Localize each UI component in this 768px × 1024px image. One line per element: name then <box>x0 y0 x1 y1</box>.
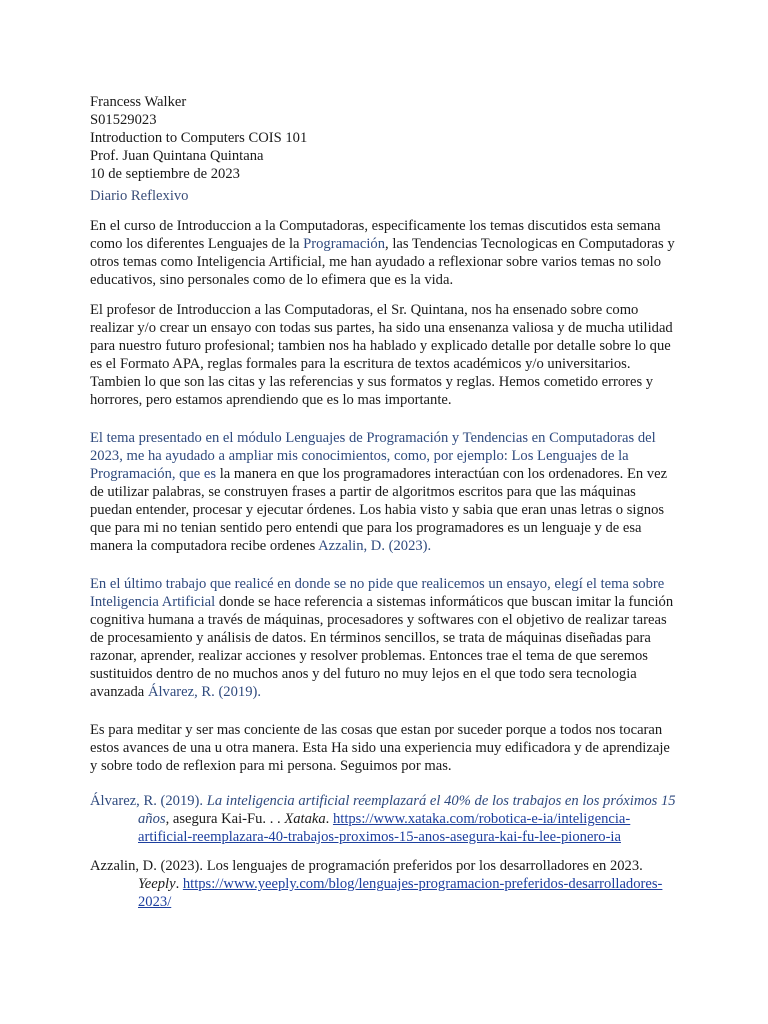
p4-citation: Álvarez, R. (2019). <box>147 684 262 700</box>
header-block <box>90 93 680 183</box>
p3-text-b: la manera en que los programadores interactúan con los ordenadores. En vez de utilizar palabras, se construyen frases a partir de algoritmos escritos para que las máquinas puedan entender, procesar y ejecutar órdenes. Los habia visto y sabia que eran unas letras o signos que para mi no tenian sentido pero entendi que para los programadores es un lenguaje y de esa manera la computadora recibe ordenes <box>90 466 668 554</box>
p3-text-a: El tema presentado en el módulo Lenguajes de Programación y Tendencias en Computadoras del 2023, me ha ayudado a ampliar mis conocimientos, como, por ejemplo: Los Lenguajes de la Programación, que es <box>90 430 656 482</box>
paragraph-1 <box>90 217 680 289</box>
ref2-dot: . <box>175 876 183 892</box>
ref1-author: Álvarez, R. (2019). <box>90 793 204 809</box>
reference-entry <box>90 857 680 911</box>
references-list <box>90 792 680 911</box>
ref1-url-link[interactable]: https://www.xataka.com/robotica-e-ia/inteligencia-artificial-reemplazara-40-trabajos-proximos-15-anos-asegura-kai-fu-lee-pionero-ia <box>138 811 631 845</box>
paragraph-4 <box>90 575 680 701</box>
p1-programacion-link[interactable]: Programación <box>303 236 386 252</box>
paragraph-2: El profesor de Introduccion a las Computadoras, el Sr. Quintana, nos ha ensenado sobre como realizar y/o crear un ensayo con todas sus partes, ha sido una ensenanza valiosa y de mucha utilidad para nuestro futuro profesional; tambien nos ha hablado y explicado detalle por detalle sobre lo que es el Formato APA, reglas formales para la escritura de textos académicos y/o universitarios. Tambien lo que son las citas y las referencias y sus formatos y reglas. Hemos cometido errores y horrores, pero estamos aprendiendo que es lo mas importante. <box>90 302 673 408</box>
p1-text-a: En el curso de Introduccion a la Computadoras, especificamente los temas discutidos esta semana como los diferentes Lenguajes de la <box>90 218 661 252</box>
ref2-url-link[interactable]: https://www.yeeply.com/blog/lenguajes-programacion-preferidos-desarrolladores-2023/ <box>138 876 663 910</box>
document-title: Diario Reflexivo <box>90 188 189 204</box>
paragraph-3 <box>90 429 680 555</box>
ref1-mid: , asegura Kai-Fu. . . <box>165 811 285 827</box>
p3-citation: Azzalin, D. (2023). <box>318 538 432 554</box>
reference-entry <box>90 792 680 846</box>
paragraph-5: Es para meditar y ser mas conciente de las cosas que estan por suceder porque a todos nos tocaran estos avances de una u otra manera. Esta Ha sido una experiencia muy edificadora y de aprendizaje y sobre todo de reflexion para mi persona. Seguimos por mas. <box>90 722 670 774</box>
author-name: Francess Walker <box>90 94 187 110</box>
p4-text-a: En el último trabajo que realicé en donde se no pide que realicemos un ensayo, elegí el tema sobre Inteligencia Artificial <box>90 576 665 610</box>
document-date: 10 de septiembre de 2023 <box>90 166 240 182</box>
p4-text-b: donde se hace referencia a sistemas informáticos que buscan imitar la función cognitiva humana a través de máquinas, procesadores y softwares con el objetivo de realizar tareas de procesamiento y análisis de datos. En términos sencillos, se trata de máquinas diseñadas para razonar, aprender, realizar acciones y resolver problemas. Entonces trae el tema de que seremos sustituidos dentro de no muchos anos y del futuro no muy lejos en el que todo sera tecnologia avanzada <box>90 594 674 700</box>
ref2-title: Los lenguajes de programación preferidos por los desarrolladores en 2023. <box>203 858 643 874</box>
ref1-title: La inteligencia artificial reemplazará el 40% de los trabajos en los próximos 15 años <box>138 793 676 827</box>
p1-text-b: , las Tendencias Tecnologicas en Computadoras y otros temas como Inteligencia Artificial, me han ayudado a reflexionar sobre varios temas no solo educativos, sino personales como de lo efimera que es la vida. <box>90 236 675 288</box>
ref2-source: Yeeply <box>138 876 176 892</box>
professor-name: Prof. Juan Quintana Quintana <box>90 148 264 164</box>
course-name: Introduction to Computers COIS 101 <box>90 130 308 146</box>
ref1-dot: . <box>325 811 333 827</box>
ref1-source: Xataka <box>284 811 326 827</box>
student-id: S01529023 <box>90 112 157 128</box>
ref2-author: Azzalin, D. (2023). <box>90 858 204 874</box>
